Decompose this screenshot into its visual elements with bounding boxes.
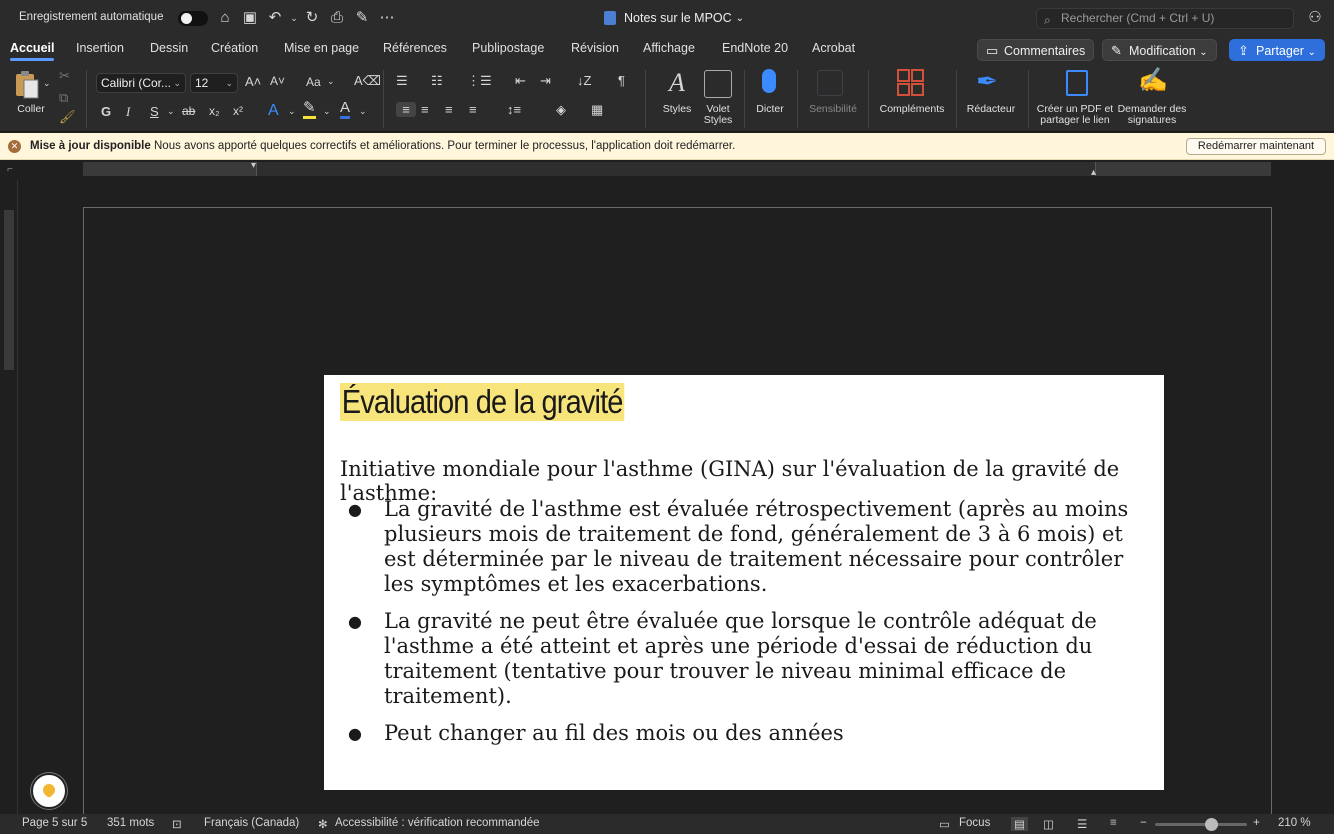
status-bar xyxy=(0,814,1334,834)
line-spacing-icon[interactable]: ↕≡ xyxy=(507,102,522,117)
document-page[interactable] xyxy=(83,207,1272,814)
language-status[interactable]: Français (Canada) xyxy=(204,817,300,829)
text-effects-icon[interactable]: A xyxy=(268,102,279,119)
shrink-font-icon[interactable]: A˅ xyxy=(270,74,286,88)
format-painter-icon[interactable]: 🖌 xyxy=(59,109,76,124)
list-item: ● Peut changer au fil des mois ou des années xyxy=(340,721,1150,746)
accessibility-status[interactable]: Accessibilité : vérification recommandée xyxy=(335,817,540,829)
shading-icon[interactable]: ◈ xyxy=(556,102,566,117)
update-notification xyxy=(0,133,1334,160)
redo-icon[interactable]: ↻ xyxy=(305,9,319,26)
search-input[interactable] xyxy=(1036,8,1294,29)
styles-icon[interactable]: A xyxy=(669,68,685,97)
cut-icon[interactable]: ✂ xyxy=(59,68,70,83)
left-indent-marker[interactable]: ▾ xyxy=(251,160,257,171)
tab-stop-icon[interactable]: ⌐ xyxy=(7,164,13,175)
chevron-down-icon[interactable]: ⌄ xyxy=(323,106,331,116)
chevron-down-icon[interactable]: ⌄ xyxy=(288,106,296,116)
tab-references[interactable]: Références xyxy=(383,41,447,55)
chevron-down-icon: ⌄ xyxy=(1199,47,1208,58)
slide-subtitle: Initiative mondiale pour l'asthme (GINA) sur l'évaluation de la gravité de l'asthme: xyxy=(340,457,1120,505)
print-layout-icon[interactable]: ▤ xyxy=(1011,817,1028,831)
align-center-icon[interactable]: ≡ xyxy=(421,102,429,117)
change-case-button[interactable]: Aa xyxy=(306,75,321,89)
accessibility-icon: ✻ xyxy=(318,819,328,831)
paste-button[interactable] xyxy=(12,70,42,100)
print-icon[interactable]: ⎙ xyxy=(330,9,343,26)
font-name-value: Calibri (Cor... xyxy=(101,76,172,90)
share-button[interactable] xyxy=(1229,39,1325,61)
tab-affichage[interactable]: Affichage xyxy=(643,41,695,55)
microphone-icon[interactable] xyxy=(762,69,776,93)
tab-creation[interactable]: Création xyxy=(211,41,259,55)
share-label: Partager xyxy=(1256,44,1304,58)
editing-label: Modification xyxy=(1129,44,1196,58)
sensitivity-icon[interactable] xyxy=(817,70,843,96)
slide-title: Évaluation de la gravité xyxy=(341,383,623,420)
comment-icon: ▭ xyxy=(986,43,999,58)
divider xyxy=(797,70,798,128)
justify-icon[interactable]: ≡ xyxy=(469,102,477,117)
request-signature-icon[interactable]: ✍ xyxy=(1138,67,1168,94)
tab-insertion[interactable]: Insertion xyxy=(76,41,124,55)
font-size-select[interactable] xyxy=(190,73,238,93)
slide-bullet-list xyxy=(340,497,1150,758)
styles-pane-label-1: Volet xyxy=(706,103,730,115)
notification-title: Mise à jour disponible xyxy=(30,140,151,152)
zoom-level[interactable]: 210 % xyxy=(1278,817,1311,829)
strikethrough-button[interactable]: ab xyxy=(182,104,196,118)
autosave-toggle[interactable] xyxy=(178,11,208,26)
font-color-icon[interactable]: A xyxy=(340,100,350,119)
create-pdf-label-2: partager le lien xyxy=(1040,114,1110,126)
title-bar xyxy=(0,0,1334,36)
bold-button[interactable]: G xyxy=(101,104,112,119)
zoom-slider[interactable] xyxy=(1155,823,1247,826)
create-pdf-label-1: Créer un PDF et xyxy=(1036,103,1114,115)
focus-icon[interactable]: ▭ xyxy=(939,819,950,831)
chevron-down-icon[interactable]: ⌄ xyxy=(327,76,335,86)
chevron-down-icon: ⌄ xyxy=(735,12,745,24)
embedded-slide-image[interactable] xyxy=(324,375,1164,790)
vertical-ruler-margin xyxy=(4,210,14,370)
divider xyxy=(645,70,646,128)
bullets-icon[interactable]: ☰ xyxy=(396,73,408,88)
undo-dropdown-icon[interactable]: ⌄ xyxy=(290,13,298,23)
sensitivity-label: Sensibilité xyxy=(809,103,857,115)
align-right-icon[interactable]: ≡ xyxy=(445,102,453,117)
edit-doc-icon[interactable]: ✎ xyxy=(355,9,369,26)
font-name-select[interactable] xyxy=(96,73,186,93)
addins-label: Compléments xyxy=(879,103,945,115)
chevron-down-icon[interactable]: ⌄ xyxy=(359,106,367,116)
divider xyxy=(744,70,745,128)
undo-icon[interactable]: ↶ xyxy=(268,9,282,26)
copilot-assistant-button[interactable] xyxy=(31,773,67,809)
subscript-icon[interactable]: x₂ xyxy=(209,104,220,118)
request-signature-label-1: Demander des xyxy=(1117,103,1187,115)
paste-label: Coller xyxy=(17,103,45,115)
notification-message: Nous avons apporté quelques correctifs et améliorations. Pour terminer le processus, l'application doit redémarrer. xyxy=(154,140,736,152)
request-signature-label-2: signatures xyxy=(1127,114,1177,126)
autosave-label: Enregistrement automatique xyxy=(19,11,164,23)
tab-mise-en-page[interactable]: Mise en page xyxy=(284,41,360,55)
chevron-down-icon: ⌄ xyxy=(173,78,181,88)
document-title[interactable] xyxy=(604,11,744,25)
tab-revision[interactable]: Révision xyxy=(571,41,619,55)
grow-font-icon[interactable]: A˄ xyxy=(245,74,262,89)
draft-view-icon[interactable]: ≡ xyxy=(1110,817,1117,829)
editor-icon[interactable]: ✒ xyxy=(976,66,998,96)
divider xyxy=(956,70,957,128)
search-icon: ⌕ xyxy=(1044,13,1051,27)
comments-label: Commentaires xyxy=(1004,44,1086,58)
editing-mode-button[interactable] xyxy=(1102,39,1217,61)
ribbon-toolbar xyxy=(0,64,1334,132)
multilevel-list-icon[interactable]: ⋮☰ xyxy=(467,73,492,88)
clipboard-icon xyxy=(13,70,41,100)
save-icon[interactable]: ▣ xyxy=(242,9,258,26)
ribbon-tabs xyxy=(0,36,1334,64)
divider xyxy=(1028,70,1029,128)
addins-icon[interactable] xyxy=(897,69,925,97)
divider xyxy=(868,70,869,128)
superscript-icon[interactable]: x² xyxy=(233,104,243,118)
tab-endnote[interactable]: EndNote 20 xyxy=(722,41,789,55)
document-title-text: Notes sur le MPOC xyxy=(624,11,732,25)
zoom-in-icon[interactable]: + xyxy=(1253,817,1260,829)
zoom-out-icon[interactable]: − xyxy=(1140,817,1147,829)
styles-label: Styles xyxy=(662,103,692,115)
restart-now-button[interactable]: Redémarrer maintenant xyxy=(1186,138,1326,155)
web-layout-icon[interactable]: ◫ xyxy=(1043,819,1054,831)
align-left-icon[interactable]: ≡ xyxy=(396,102,416,117)
dictate-label: Dicter xyxy=(756,103,784,115)
divider xyxy=(86,70,87,128)
search-placeholder: Rechercher (Cmd + Ctrl + U) xyxy=(1061,11,1215,25)
focus-button[interactable]: Focus xyxy=(959,817,991,829)
decrease-indent-icon[interactable]: ⇤ xyxy=(515,73,526,88)
share-icon: ⇪ xyxy=(1238,43,1249,58)
chevron-down-icon[interactable]: ⌄ xyxy=(167,106,175,116)
share-people-icon[interactable]: ⚇ xyxy=(1308,9,1322,26)
more-icon[interactable]: ⋯ xyxy=(379,9,395,26)
zoom-slider-thumb[interactable] xyxy=(1205,818,1218,831)
word-count[interactable]: 351 mots xyxy=(107,817,155,829)
borders-icon[interactable]: ▦ xyxy=(591,102,604,117)
underline-button[interactable]: S xyxy=(150,104,159,119)
highlight-icon[interactable]: ✎ xyxy=(303,100,316,119)
right-indent-marker[interactable]: ▴ xyxy=(1091,167,1097,178)
outline-view-icon[interactable]: ☰ xyxy=(1077,819,1088,831)
horizontal-ruler[interactable] xyxy=(0,160,1334,180)
italic-button[interactable]: I xyxy=(126,104,131,119)
close-icon[interactable]: ✕ xyxy=(8,140,21,153)
document-icon xyxy=(604,11,616,25)
home-icon[interactable]: ⌂ xyxy=(220,9,230,26)
tab-accueil[interactable]: Accueil xyxy=(10,41,55,55)
sort-icon[interactable]: ↓Z xyxy=(577,73,592,88)
divider xyxy=(383,70,384,128)
ruler-text-area xyxy=(256,162,1096,176)
show-formatting-icon[interactable]: ¶ xyxy=(618,73,625,88)
tab-dessin[interactable]: Dessin xyxy=(150,41,189,55)
copy-icon[interactable]: ⧉ xyxy=(59,90,69,105)
font-size-value: 12 xyxy=(195,76,209,90)
numbering-icon[interactable]: ☷ xyxy=(431,73,443,88)
tab-acrobat[interactable]: Acrobat xyxy=(812,41,856,55)
list-item: ● La gravité ne peut être évaluée que lorsque le contrôle adéquat de l'asthme a été atteint et après une période d'essai de réduction du traitement (tentative pour trouver le niveau minimal efficace de traitement). xyxy=(340,609,1150,709)
document-canvas[interactable] xyxy=(18,180,1334,814)
pencil-icon: ✎ xyxy=(1111,43,1122,58)
clear-formatting-icon[interactable]: A⌫ xyxy=(354,73,382,88)
create-pdf-icon[interactable] xyxy=(1066,70,1088,96)
increase-indent-icon[interactable]: ⇥ xyxy=(540,73,551,88)
page-count[interactable]: Page 5 sur 5 xyxy=(22,817,88,829)
comments-button[interactable] xyxy=(977,39,1094,61)
chevron-down-icon: ⌄ xyxy=(225,78,233,88)
styles-pane-label-2: Styles xyxy=(703,114,733,126)
chevron-down-icon: ⌄ xyxy=(1307,47,1316,58)
paste-dropdown-icon[interactable]: ⌄ xyxy=(43,78,51,88)
editor-label: Rédacteur xyxy=(966,103,1016,115)
proofing-icon[interactable]: ⊡ xyxy=(172,819,182,831)
styles-pane-icon[interactable] xyxy=(704,70,732,98)
vertical-ruler xyxy=(0,180,18,814)
tab-publipostage[interactable]: Publipostage xyxy=(472,41,545,55)
list-item: ● La gravité de l'asthme est évaluée rétrospectivement (après au moins plusieurs mois de traitement de fond, généralement de 3 à 6 mois) et est déterminée par le niveau de traitement nécessaire pour contrôler les symptômes et les exacerbations. xyxy=(340,497,1150,597)
